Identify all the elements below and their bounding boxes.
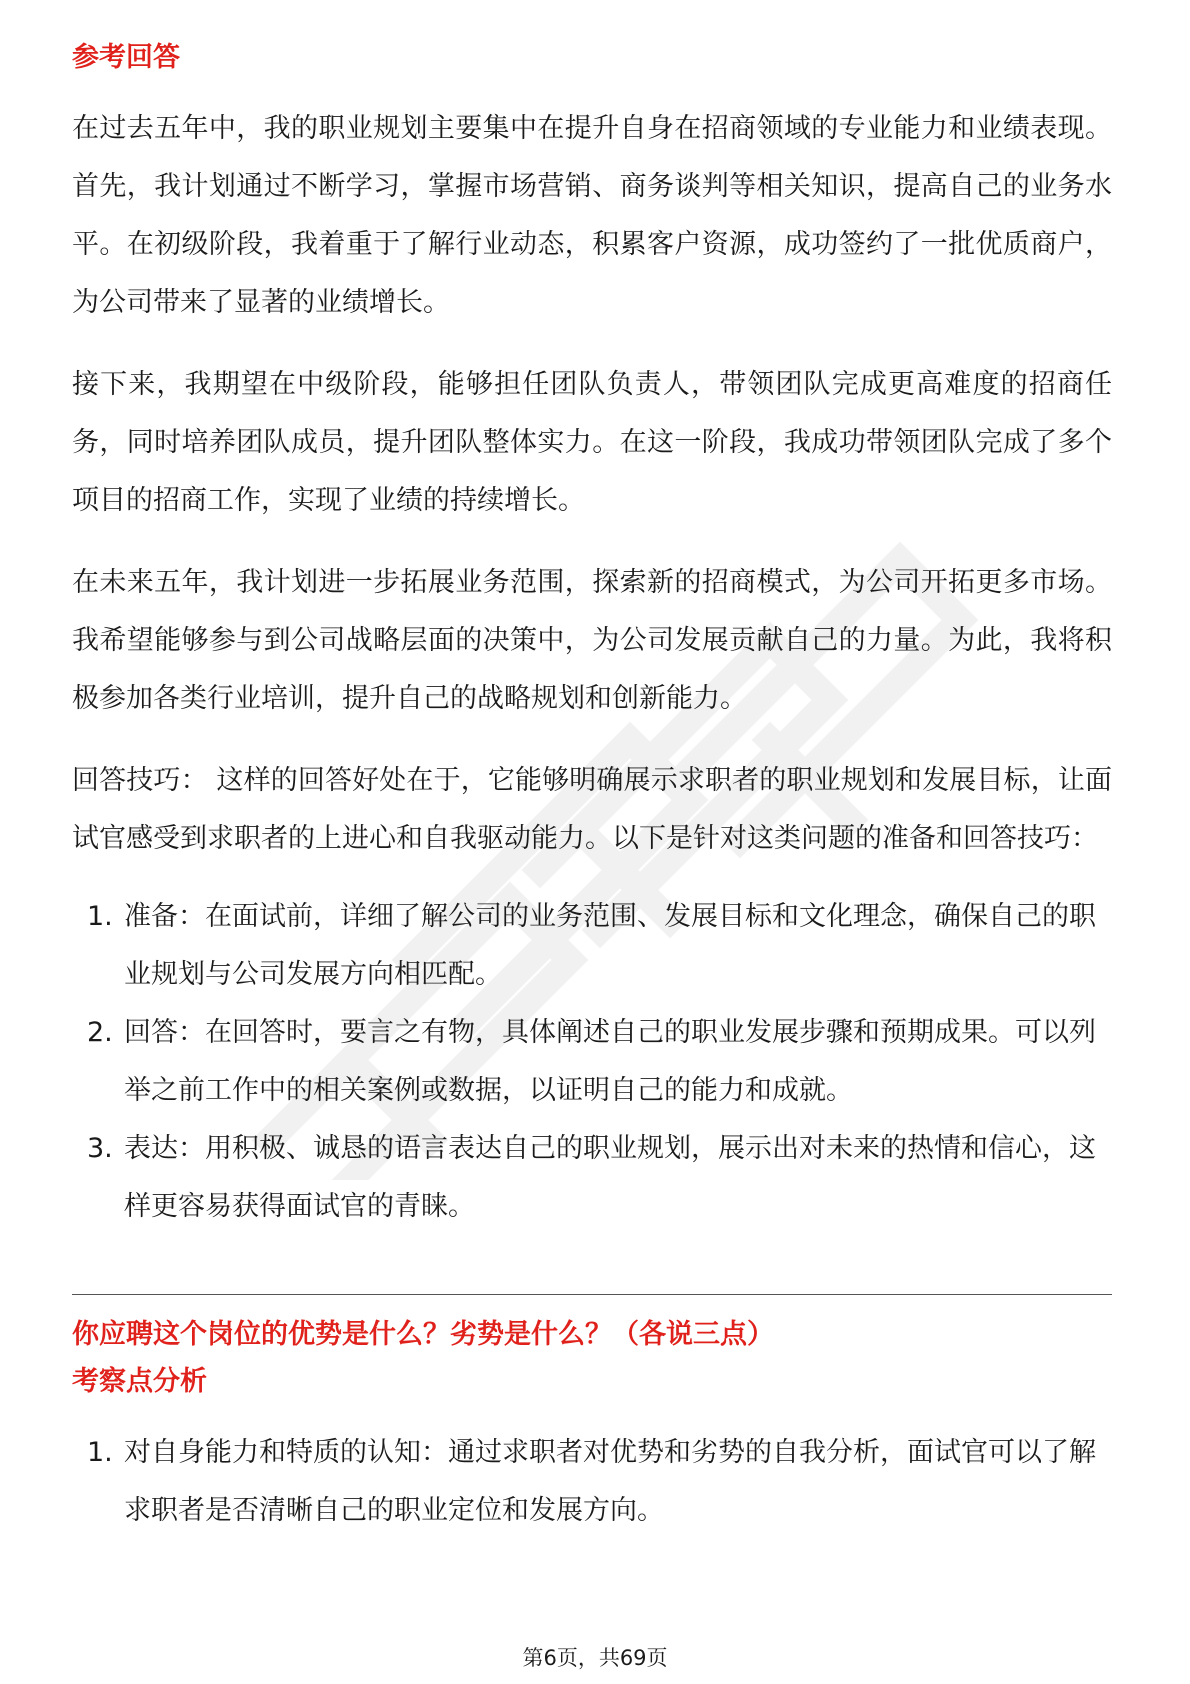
list-item-text: 表达：用积极、诚恳的语言表达自己的职业规划，展示出对未来的热情和信心，这样更容易获得面试官的青睐。 [124, 1133, 1096, 1223]
answer-paragraph: 在过去五年中，我的职业规划主要集中在提升自身在招商领域的专业能力和业绩表现。首先，我计划通过不断学习，掌握市场营销、商务谈判等相关知识，提高自己的业务水平。在初级阶段，我着重于了解行业动态，积累客户资源，成功签约了一批优质商户，为公司带来了显著的业绩增长。 [72, 113, 1112, 319]
list-item [72, 1424, 1112, 1540]
list-item [72, 1120, 1112, 1236]
list-item-number: 1. [87, 1437, 113, 1469]
list-item-number: 2. [87, 1017, 113, 1049]
list-item-text: 回答：在回答时，要言之有物，具体阐述自己的职业发展步骤和预期成果。可以列举之前工作中的相关案例或数据，以证明自己的能力和成就。 [124, 1017, 1096, 1107]
list-item [72, 888, 1112, 1004]
analysis-list [72, 1424, 1112, 1540]
answer-paragraph: 在未来五年，我计划进一步拓展业务范围，探索新的招商模式，为公司开拓更多市场。我希望能够参与到公司战略层面的决策中，为公司发展贡献自己的力量。为此，我将积极参加各类行业培训，提升自己的战略规划和创新能力。 [72, 567, 1112, 715]
list-item [72, 1004, 1112, 1120]
list-item-text: 对自身能力和特质的认知：通过求职者对优势和劣势的自我分析，面试官可以了解求职者是否清晰自己的职业定位和发展方向。 [124, 1437, 1096, 1527]
document-page [72, 40, 1112, 1540]
question-heading: 你应聘这个岗位的优势是什么？劣势是什么？（各说三点） [72, 1319, 774, 1351]
list-item-text: 准备：在面试前，详细了解公司的业务范围、发展目标和文化理念，确保自己的职业规划与公司发展方向相匹配。 [124, 901, 1096, 991]
tips-list [72, 888, 1112, 1236]
answer-paragraph: 接下来，我期望在中级阶段，能够担任团队负责人，带领团队完成更高难度的招商任务，同时培养团队成员，提升团队整体实力。在这一阶段，我成功带领团队完成了多个项目的招商工作，实现了业绩的持续增长。 [72, 369, 1112, 517]
list-item-number: 3. [87, 1133, 113, 1165]
list-item-number: 1. [87, 901, 113, 933]
analysis-heading: 考察点分析 [72, 1365, 207, 1397]
page-footer: 第6页，共69页 [522, 1646, 668, 1670]
tips-intro-paragraph: 回答技巧： 这样的回答好处在于，它能够明确展示求职者的职业规划和发展目标，让面试官感受到求职者的上进心和自我驱动能力。以下是针对这类问题的准备和回答技巧： [72, 765, 1112, 855]
section-divider [72, 1294, 1112, 1295]
reference-answer-heading: 参考回答 [72, 42, 180, 73]
